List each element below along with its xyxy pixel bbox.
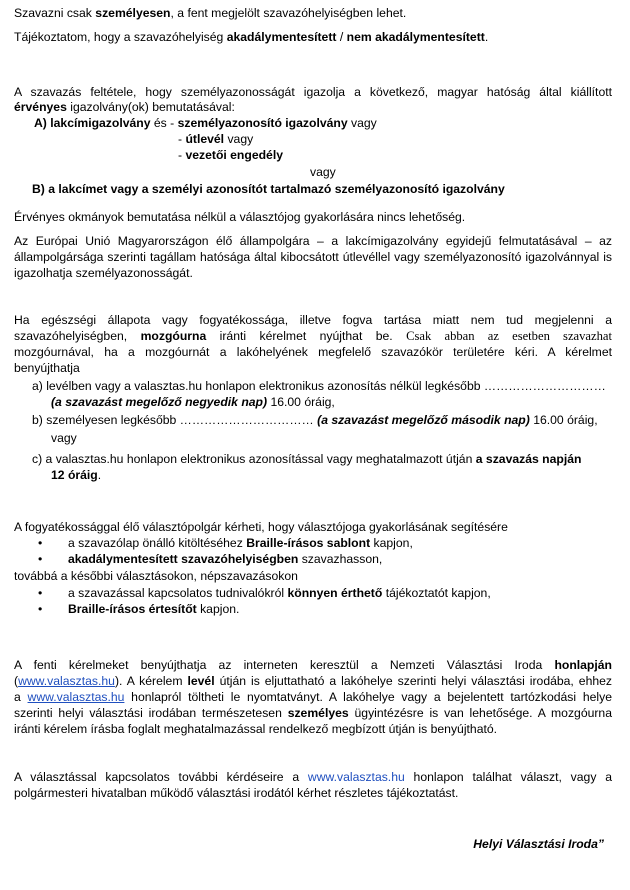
option-b-line: B) a lakcímet vagy a személyi azonosítót tartalmazó személyazonosító igazolvány (32, 182, 505, 196)
eu-citizen-line-3: igazolhatja személyazonosságát. (14, 266, 193, 280)
driving-licence-line: - vezetői engedély (178, 148, 283, 162)
voting-in-person-line: Szavazni csak személyesen, a fent megjelölt szavazóhelyiségben lehet. (14, 6, 407, 20)
option-personal-line: b) személyesen legkésőbb …………………………… (a szavazást megelőző második nap) 16.00 óráig, (32, 413, 598, 427)
eu-citizen-line-2: állampolgársága szerinti tagállam hatósága által kibocsátott útlevéllel vagy személyazonosító igazolvánnyal is (14, 250, 612, 264)
submission-line-1: A fenti kérelmeket benyújthatja az interneten keresztül a Nemzeti Választási Iroda honlapján (14, 658, 612, 672)
valid-documents-line: Érvényes okmányok bemutatása nélkül a választójog gyakorlására nincs lehetőség. (14, 210, 466, 224)
mobile-box-line-1: Ha egészségi állapota vagy fogyatékossága, illetve fogva tartása miatt nem tud megjelenni a (14, 313, 612, 327)
option-letter-deadline: (a szavazást megelőző negyedik nap) 16.00 óráig, (51, 395, 335, 409)
valasztas-link-1[interactable]: www.valasztas.hu (18, 674, 115, 688)
submission-line-2: (www.valasztas.hu). A kérelem levél útján is eljuttatható a lakóhelye szerinti helyi választási irodába, ehhez (14, 674, 613, 688)
option-personal-or: vagy (51, 431, 77, 445)
bullet-easy-read: • a szavazással kapcsolatos tudnivalókról könnyen érthető tájékoztatót kapjon, (38, 586, 491, 600)
option-a-line: A) lakcímigazolvány és - személyazonosító igazolvány vagy (34, 116, 377, 130)
questions-line-1: A választással kapcsolatos további kérdéseire a www.valasztas.hu honlapon találhat választ, vagy a (14, 770, 612, 784)
id-requirement-line-2: érvényes igazolvány(ok) bemutatásával: (14, 100, 235, 114)
accessibility-line: Tájékoztatom, hogy a szavazóhelyiség akadálymentesített / nem akadálymentesített. (14, 30, 489, 44)
questions-line-2: polgármesteri hivatalban működő választási irodától kérhet részletes tájékoztatást. (14, 786, 459, 800)
valasztas-link-3[interactable]: www.valasztas.hu (307, 770, 405, 784)
submission-line-5: iránti kérelem írásba foglalt meghatalmazással rendelkező megbízott útján is benyújtható. (14, 722, 498, 736)
submission-line-4: szerinti helyi választási irodában természetesen személyes ügyintézésre is van lehetősége. A mozgóurna (14, 706, 612, 720)
mobile-box-line-2: szavazóhelyiségben, mozgóurna iránti kérelmet nyújthat be. Csak abban az esetben szavazhat (14, 329, 612, 343)
or-line: vagy (310, 165, 336, 179)
bullet-braille-notice: • Braille-írásos értesítőt kapjon. (38, 602, 240, 616)
submission-line-3: a www.valasztas.hu honlapról töltheti le nyomtatványt. A lakóhelye vagy a bejelentett tartózkodási helye (14, 690, 612, 704)
option-online-deadline: 12 óráig. (51, 468, 102, 482)
eu-citizen-line-1: Az Európai Unió Magyarországon élő állampolgára – a lakcímigazolvány egyidejű felmutatásával – az (14, 234, 612, 248)
mobile-box-line-3: mozgóurnával, ha a mozgóurnát a lakóhelyének megfelelő szavazókör területére kéri. A kérelmet (14, 345, 612, 359)
option-letter-line: a) levélben vagy a valasztas.hu honlapon elektronikus azonosítás nélkül legkésőbb ………………………… (32, 379, 606, 393)
disability-intro: A fogyatékossággal élő választópolgár kérheti, hogy választójoga gyakorlásának segítésére (14, 520, 508, 534)
future-elections-line: továbbá a későbbi választásokon, népszavazásokon (14, 569, 298, 583)
valasztas-link-2[interactable]: www.valasztas.hu (27, 690, 125, 704)
bullet-braille-template: • a szavazólap önálló kitöltéséhez Braille-írásos sablont kapjon, (38, 536, 413, 550)
id-requirement-line: A szavazás feltétele, hogy személyazonosságát igazolja a következő, magyar hatóság által kiállított (14, 85, 612, 99)
option-online-line: c) a valasztas.hu honlapon elektronikus azonosítással vagy meghatalmazott útján a szavazás napján (32, 452, 582, 466)
signature: Helyi Választási Iroda” (473, 837, 604, 851)
mobile-box-line-4: benyújthatja (14, 361, 80, 375)
bullet-accessible-room: • akadálymentesített szavazóhelyiségben szavazhasson, (38, 552, 383, 566)
passport-line: - útlevél vagy (178, 132, 254, 146)
